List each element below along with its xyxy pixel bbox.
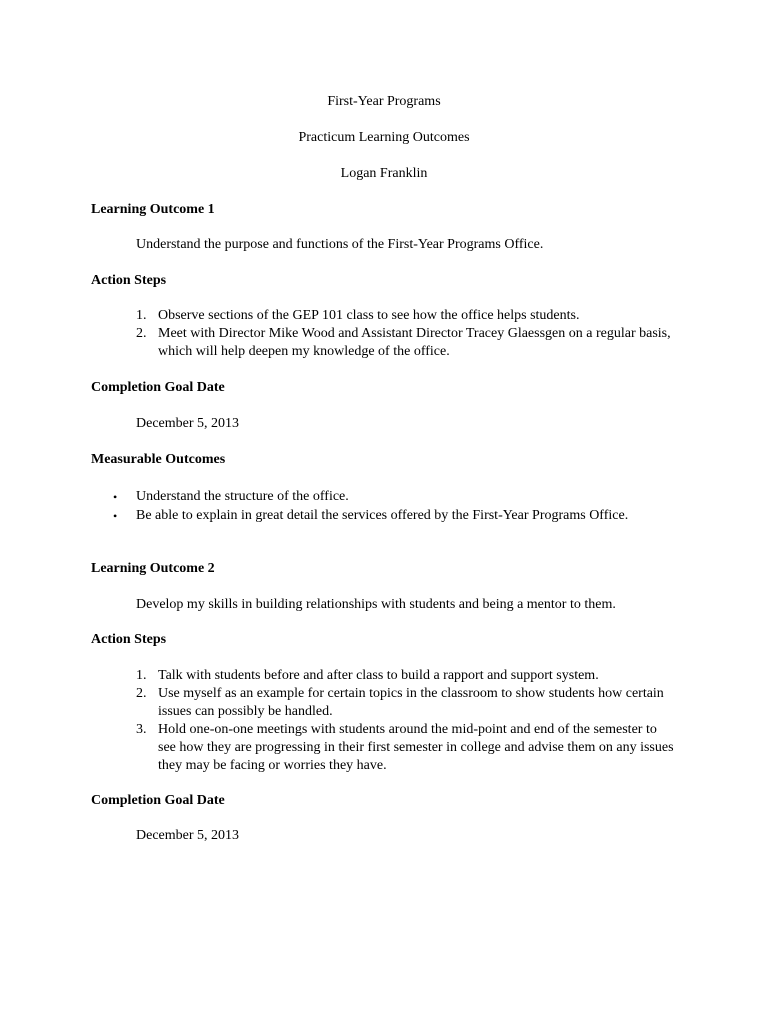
list-item-text: Understand the structure of the office.: [136, 489, 349, 504]
list-item-text: Talk with students before and after class to build a rapport and support system.: [158, 668, 599, 683]
document-subtitle: Practicum Learning Outcomes: [298, 130, 470, 145]
list-item-text: Hold one-on-one meetings with students around the mid-point and end of the semester to see how they are progressing in their first semester in college and advise them on any issues they may be facing or worries they have.: [158, 722, 674, 773]
list-item-number: 2.: [136, 686, 147, 701]
outcome-1-completion-heading: Completion Goal Date: [91, 380, 225, 395]
outcome-2-completion-date: December 5, 2013: [136, 828, 240, 843]
outcome-2-description: Develop my skills in building relationships with students and being a mentor to them.: [136, 597, 616, 612]
list-item-text: Be able to explain in great detail the services offered by the First-Year Programs Office.: [136, 508, 629, 523]
outcome-2-action-steps-heading: Action Steps: [91, 632, 167, 647]
outcome-1-completion-date: December 5, 2013: [136, 416, 240, 431]
outcome-2-completion-heading: Completion Goal Date: [91, 793, 225, 808]
outcome-1-measurable-heading: Measurable Outcomes: [91, 452, 226, 467]
list-item-number: 2.: [136, 326, 147, 341]
list-item-text: Use myself as an example for certain topics in the classroom to show students how certain issues can possibly be handled.: [158, 686, 664, 719]
outcome-2-heading: Learning Outcome 2: [91, 561, 215, 576]
list-item-text: Observe sections of the GEP 101 class to see how the office helps students.: [158, 308, 580, 323]
outcome-1-action-steps-heading: Action Steps: [91, 273, 167, 288]
list-item-number: 1.: [136, 668, 147, 683]
author-name: Logan Franklin: [340, 166, 428, 181]
bullet-icon: •: [113, 490, 118, 504]
bullet-icon: •: [113, 509, 118, 523]
list-item-number: 1.: [136, 308, 147, 323]
list-item-text: Meet with Director Mike Wood and Assistant Director Tracey Glaessgen on a regular basis, which will help deepen my knowledge of the office.: [158, 326, 671, 359]
outcome-1-heading: Learning Outcome 1: [91, 202, 215, 217]
program-title: First-Year Programs: [327, 94, 441, 109]
list-item-number: 3.: [136, 722, 147, 737]
outcome-1-description: Understand the purpose and functions of the First-Year Programs Office.: [136, 237, 544, 252]
